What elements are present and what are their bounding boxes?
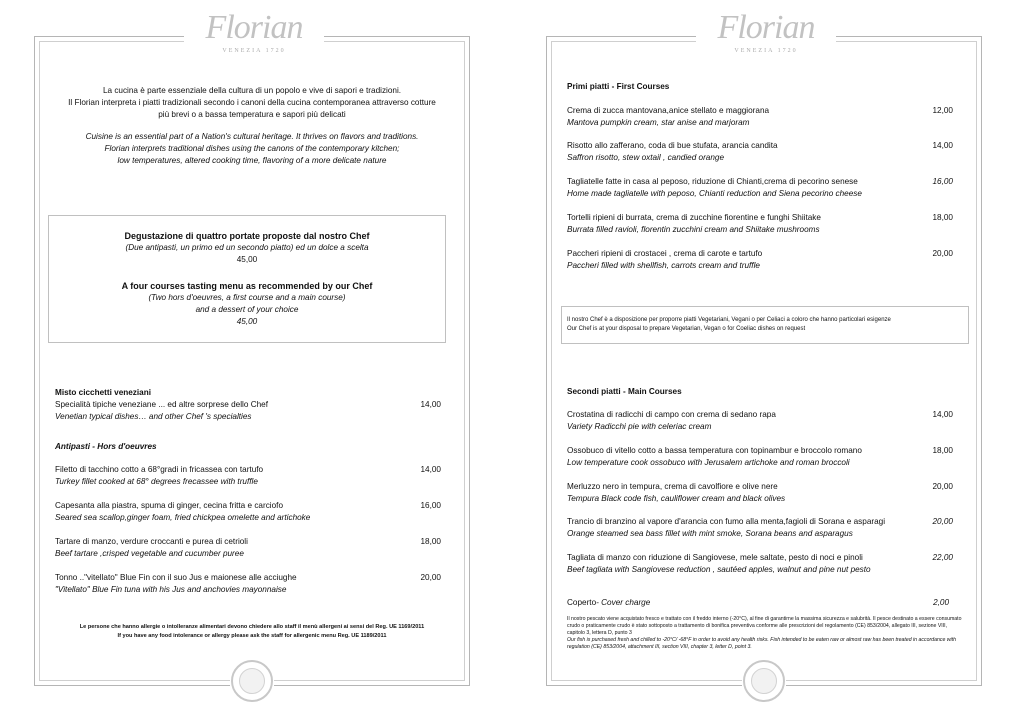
dish-price: 20,00 <box>932 249 953 258</box>
dish-translation: Saffron risotto, stew oxtail , candied orange <box>567 153 725 162</box>
intro-line: più brevi o a bassa temperatura e sapori più delicati <box>158 110 346 119</box>
tasting-menu-content <box>50 230 444 328</box>
dish-price: 20,00 <box>420 573 441 582</box>
intro-line: low temperatures, altered cooking time, flavoring of a more delicate nature <box>117 156 387 165</box>
intro-line: Florian interprets traditional dishes using the canons of the contemporary kitchen; <box>104 144 400 153</box>
dish-translation: Turkey fillet cooked at 68° degrees frecassee with truffle <box>55 477 258 486</box>
dish-item <box>55 464 441 488</box>
dish-translation: Seared sea scallop,ginger foam, fried chickpea omelette and artichoke <box>55 513 311 522</box>
dish-translation: Beef tagliata with Sangiovese reduction , sautéed apples, walnut and pine nut pesto <box>567 565 871 574</box>
intro-english <box>50 131 454 167</box>
cover-charge <box>567 597 949 609</box>
allergy-line: If you have any food intolerance or allergy please ask the staff for allergenic menu Reg. UE 1189/2011 <box>117 633 387 639</box>
intro-italian <box>50 85 454 121</box>
tasting-desc-en: (Two hors d'oeuvres, a first course and a main course) <box>148 293 346 302</box>
dish-item <box>567 140 953 164</box>
fish-note-line: regulation (CE) 853/2004, attachment III, section VIII, chapter 3, letter D, point 3. <box>567 644 752 650</box>
dish-translation: Paccheri filled with shellfish, carrots cream and truffle <box>567 261 760 270</box>
logo-script: Florian <box>205 9 303 46</box>
logo-script: Florian <box>717 9 815 46</box>
dish-translation: Home made tagliatelle with peposo, Chianti reduction and Siena pecorino cheese <box>567 189 862 198</box>
dish-name: Crostatina di radicchi di campo con crema di sedano rapa <box>567 410 776 419</box>
dish-item <box>567 105 953 129</box>
fish-note-line: capitolo 3, lettera D, punto 3 <box>567 630 632 636</box>
tasting-title-it: Degustazione di quattro portate proposte dal nostro Chef <box>124 231 370 241</box>
dish-price: 22,00 <box>932 553 953 562</box>
dish-name: Tortelli ripieni di burrata, crema di zucchine fiorentine e funghi Shiitake <box>567 213 821 222</box>
dish-name: Tagliata di manzo con riduzione di Sangiovese, mele saltate, pesto di noci e pinoli <box>567 553 863 562</box>
tasting-price-it: 45,00 <box>236 255 258 264</box>
dish-name: Ossobuco di vitello cotto a bassa temperatura con topinambur e broccolo romano <box>567 446 862 455</box>
dish-translation: Mantova pumpkin cream, star anise and marjoram <box>567 118 750 127</box>
logo-subtitle: VENEZIA 1720 <box>734 48 798 54</box>
logo-subtitle: VENEZIA 1720 <box>222 48 286 54</box>
florian-logo <box>184 8 324 68</box>
dish-name: Trancio di branzino al vapore d'arancia con fumo alla menta,fagioli di Sorana e asparagi <box>567 517 886 526</box>
dish-translation: Burrata filled ravioli, florentin zucchini cream and Shiitake mushrooms <box>567 225 820 234</box>
dish-translation: "Vitellato" Blue Fin tuna with his Jus and anchovies mayonnaise <box>55 585 287 594</box>
dish-name: Merluzzo nero in tempura, crema di cavolfiore e olive nere <box>567 482 778 491</box>
dish-item <box>567 176 953 200</box>
intro-line: Cuisine is an essential part of a Nation's cultural heritage. It thrives on flavors and traditions. <box>85 132 419 141</box>
allergy-note <box>50 623 454 641</box>
menu-page-right <box>546 36 982 686</box>
section-heading: Misto cicchetti veneziani <box>55 388 152 397</box>
dish-price: 14,00 <box>932 141 953 150</box>
section-heading: Antipasti - Hors d'oeuvres <box>55 442 157 451</box>
dish-translation: Low temperature cook ossobuco with Jerusalem artichoke and roman broccoli <box>567 458 850 467</box>
dish-price: 12,00 <box>932 106 953 115</box>
tasting-desc-en: and a dessert of your choice <box>195 305 299 314</box>
dish-name: Filetto di tacchino cotto a 68°gradi in fricassea con tartufo <box>55 465 264 474</box>
dish-item <box>55 536 441 560</box>
dish-item <box>55 572 441 596</box>
section-heading: Secondi piatti - Main Courses <box>567 387 682 396</box>
cicchetti-item <box>55 387 441 423</box>
dish-item <box>567 212 953 236</box>
dish-price: 20,00 <box>932 482 953 491</box>
dish-price: 14,00 <box>932 410 953 419</box>
dish-name: Specialità tipiche veneziane ... ed altre sorprese dello Chef <box>55 400 268 409</box>
dish-item <box>55 500 441 524</box>
dish-translation: Tempura Black code fish, cauliflower cream and black olives <box>567 494 786 503</box>
dish-name: Capesanta alla piastra, spuma di ginger, cecina fritta e carciofo <box>55 501 284 510</box>
fish-safety-note <box>567 616 963 651</box>
section-heading: Primi piatti - First Courses <box>567 82 670 91</box>
dish-price: 14,00 <box>420 400 441 409</box>
dish-price: 18,00 <box>932 446 953 455</box>
cover-charge-en: - Cover charge <box>596 598 651 607</box>
dish-name: Tagliatelle fatte in casa al peposo, riduzione di Chianti,crema di pecorino senese <box>567 177 858 186</box>
fish-note-line: Our fish is purchased fresh and chilled to -20°C/ -68°F in order to avoid any health risks. Fish intended to be eaten raw or almost raw has been treated in accordance with <box>567 637 956 643</box>
chef-note-line: Il nostro Chef è a disposizione per proporre piatti Vegetariani, Vegani o per Celiaci a coloro che hanno particolari esigenze <box>567 317 891 323</box>
fish-note-line: Il nostro pescato viene acquistato fresco e trattato con il freddo interno (-20°C), al fine di garantirne la massima sicurezza e salubrità. Il pesce destinato a essere consumato <box>567 616 962 622</box>
tasting-title-en: A four courses tasting menu as recommended by our Chef <box>121 281 373 291</box>
dish-price: 14,00 <box>420 465 441 474</box>
intro-line: La cucina è parte essenziale della cultura di un popolo e vive di sapori e tradizioni. <box>102 86 402 95</box>
dish-name: Tartare di manzo, verdure croccanti e purea di cetrioli <box>55 537 248 546</box>
dish-translation: Venetian typical dishes… and other Chef 's specialties <box>55 412 252 421</box>
tasting-desc-it: (Due antipasti, un primo ed un secondo piatto) ed un dolce a scelta <box>125 243 369 252</box>
florian-logo <box>696 8 836 68</box>
fish-note-line: crudo o praticamente crudo è stato sottoposto a trattamento di bonifica preventiva conforme alle prescrizioni del regolamento (CE) 853/2004, allegato III, sezione VIII, <box>567 623 948 629</box>
dish-translation: Variety Radicchi pie with celeriac cream <box>567 422 712 431</box>
dish-item <box>567 248 953 272</box>
dish-name: Paccheri ripieni di crostacei , crema di carote e tartufo <box>567 249 763 258</box>
dish-price: 16,00 <box>932 177 953 186</box>
dish-translation: Orange steamed sea bass fillet with mint smoke, Sorana beans and asparagus <box>567 529 853 538</box>
dish-price: 18,00 <box>420 537 441 546</box>
dish-price: 16,00 <box>420 501 441 510</box>
dish-translation: Beef tartare ,crisped vegetable and cucumber puree <box>55 549 244 558</box>
chef-note <box>567 316 891 334</box>
intro-line: Il Florian interpreta i piatti tradizionali secondo i canoni della cucina contemporanea attraverso cotture <box>68 98 436 107</box>
dish-price: 20,00 <box>932 517 953 526</box>
cover-charge-label: Coperto <box>567 598 597 607</box>
tasting-price-en: 45,00 <box>236 317 258 326</box>
allergy-line: Le persone che hanno allergie o intolleranze alimentari devono chiedere allo staff il menù allergeni ai sensi del Reg. UE 1169/2011 <box>79 624 425 630</box>
crest-emblem <box>742 656 786 706</box>
dish-price: 18,00 <box>932 213 953 222</box>
dish-name: Risotto allo zafferano, coda di bue stufata, arancia candita <box>567 141 778 150</box>
dish-item <box>567 445 953 469</box>
dish-item <box>567 409 953 433</box>
chef-note-line: Our Chef is at your disposal to prepare Vegetarian, Vegan o for Coeliac dishes on request <box>567 326 806 332</box>
crest-emblem <box>230 656 274 706</box>
dish-item <box>567 481 953 505</box>
cover-charge-price: 2,00 <box>933 598 949 607</box>
dish-item <box>567 552 953 576</box>
dish-name: Tonno .."vitellato" Blue Fin con il suo Jus e maionese alle acciughe <box>55 573 297 582</box>
dish-name: Crema di zucca mantovana,anice stellato e maggiorana <box>567 106 770 115</box>
dish-item <box>567 516 953 540</box>
